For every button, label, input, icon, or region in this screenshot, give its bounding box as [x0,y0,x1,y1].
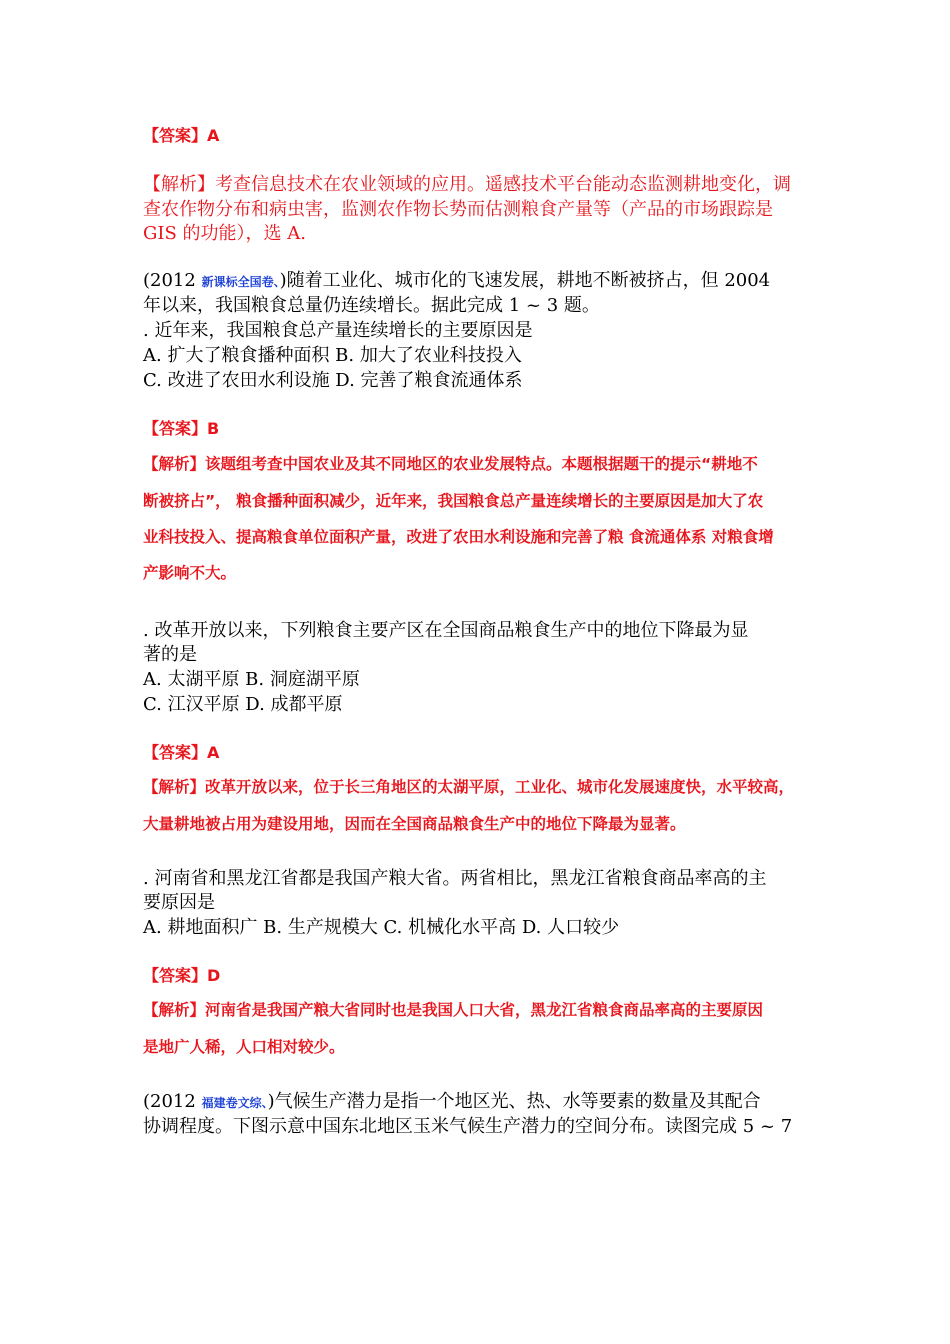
explanation-line: 断被挤占”， 粮食播种面积减少，近年来，我国粮食总产量连续增长的主要原因是加大了农 [143,492,764,510]
question-stem: 要原因是 [143,892,215,913]
intro-text: 协调程度。下图示意中国东北地区玉米气候生产潜力的空间分布。读图完成 5 ~ 7 [143,1116,793,1137]
source-tag: 福建卷文综、 [201,1096,268,1110]
explanation-line: 是地广人稀，人口相对较少。 [143,1038,345,1056]
source-tag: 新课标全国卷、 [201,275,280,289]
explanation-line: 产影响不大。 [143,564,237,582]
question-stem: 著的是 [143,644,197,665]
question-options: C. 改进了农田水利设施 D. 完善了粮食流通体系 [143,370,523,391]
explanation-line: 【解析】该题组考查中国农业及其不同地区的农业发展特点。本题根据题干的提示“耕地不 [143,455,758,473]
question-intro [143,269,770,294]
question-options: A. 耕地面积广 B. 生产规模大 C. 机械化水平高 D. 人口较少 [143,917,620,938]
question-options: A. 扩大了粮食播种面积 B. 加大了农业科技投入 [143,345,522,366]
question-stem: . 近年来，我国粮食总产量连续增长的主要原因是 [143,320,533,341]
explanation-line: 业科技投入、提高粮食单位面积产量，改进了农田水利设施和完善了粮 食流通体系 对粮食增 [143,528,774,546]
source-year: (2012 [143,270,202,291]
explanation-line: GIS 的功能），选 A. [143,223,306,244]
answer-label: 【答案】A [143,126,220,145]
explanation-line: 查农作物分布和病虫害，监测农作物长势而估测粮食产量等（产品的市场跟踪是 [143,199,773,220]
answer-label: 【答案】B [143,419,220,438]
intro-text: )气候生产潜力是指一个地区光、热、水等要素的数量及其配合 [267,1091,761,1112]
explanation-line: 【解析】考查信息技术在农业领域的应用。遥感技术平台能动态监测耕地变化，调 [143,174,791,195]
intro-text: )随着工业化、城市化的飞速发展，耕地不断被挤占，但 2004 [279,270,771,291]
answer-label: 【答案】D [143,966,221,985]
question-stem: . 改革开放以来，下列粮食主要产区在全国商品粮食生产中的地位下降最为显 [143,620,749,641]
answer-label: 【答案】A [143,743,220,762]
question-options: C. 江汉平原 D. 成都平原 [143,694,343,715]
explanation-line: 大量耕地被占用为建设用地，因而在全国商品粮食生产中的地位下降最为显著。 [143,815,686,833]
intro-text: 年以来，我国粮食总量仍连续增长。据此完成 1 ~ 3 题。 [143,295,600,316]
question-stem: . 河南省和黑龙江省都是我国产粮大省。两省相比，黑龙江省粮食商品率高的主 [143,868,767,889]
question-intro [143,1090,761,1115]
question-options: A. 太湖平原 B. 洞庭湖平原 [143,669,360,690]
source-year: (2012 [143,1091,202,1112]
explanation-line: 【解析】河南省是我国产粮大省同时也是我国人口大省，黑龙江省粮食商品率高的主要原因 [143,1001,764,1019]
explanation-line: 【解析】改革开放以来，位于长三角地区的太湖平原，工业化、城市化发展速度快，水平较高， [143,778,795,796]
